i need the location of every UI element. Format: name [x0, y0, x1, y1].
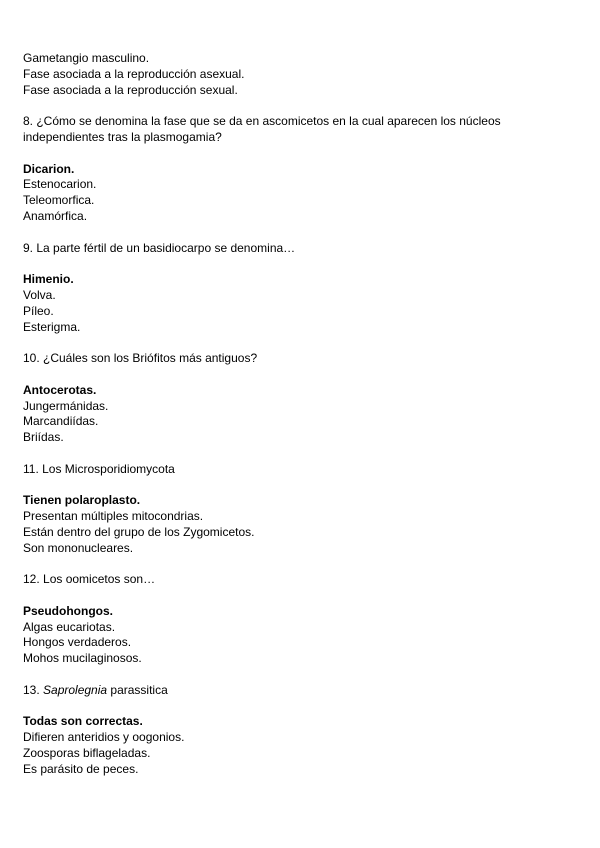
correct-answer: Himenio.	[23, 272, 74, 287]
option-text: Jungermánidas.	[23, 398, 109, 413]
question-number: 13.	[23, 682, 44, 697]
question-block	[23, 241, 568, 336]
correct-answer: Antocerotas.	[23, 382, 97, 397]
option-text: Gametangio masculino.	[23, 51, 150, 65]
species-epithet: parassitica	[107, 682, 168, 697]
correct-answer: Todas son correctas.	[23, 714, 143, 729]
option-text: Marcandiídas.	[23, 414, 99, 429]
option-text: Teleomorfica.	[23, 193, 95, 208]
option-text: Presentan múltiples mitocondrias.	[23, 509, 204, 524]
question-block	[23, 572, 568, 667]
question-text	[23, 683, 568, 699]
option-text: Estenocarion.	[23, 177, 97, 192]
option-text: Hongos verdaderos.	[23, 635, 132, 650]
question-block	[23, 114, 568, 225]
question-text: 12. Los oomicetos son…	[23, 572, 156, 587]
option-text: Están dentro del grupo de los Zygomicetos.	[23, 524, 255, 539]
option-text: Píleo.	[23, 303, 54, 318]
option-list	[23, 51, 568, 98]
question-text: 10. ¿Cuáles son los Briófitos más antiguos?	[23, 351, 258, 366]
correct-answer: Pseudohongos.	[23, 603, 113, 618]
option-text: Briídas.	[23, 430, 64, 445]
question-text: 8. ¿Cómo se denomina la fase que se da en ascomicetos en la cual aparecen los núcleos independientes tras la plasmogamia?	[23, 114, 501, 144]
option-text: Fase asociada a la reproducción asexual.	[23, 66, 245, 81]
document-page	[23, 51, 568, 778]
option-text: Es parásito de peces.	[23, 761, 139, 776]
option-text: Zoosporas biflageladas.	[23, 746, 151, 761]
question-block	[23, 351, 568, 446]
question-block	[23, 462, 568, 557]
option-text: Fase asociada a la reproducción sexual.	[23, 82, 238, 97]
question-block	[23, 683, 568, 778]
option-text: Algas eucariotas.	[23, 619, 116, 634]
option-text: Mohos mucilaginosos.	[23, 651, 142, 666]
correct-answer: Tienen polaroplasto.	[23, 493, 141, 508]
option-text: Esterigma.	[23, 319, 81, 334]
question-text: 9. La parte fértil de un basidiocarpo se denomina…	[23, 240, 296, 255]
option-text: Difieren anteridios y oogonios.	[23, 730, 185, 745]
species-name: Saprolegnia	[43, 682, 108, 697]
question-text: 11. Los Microsporidiomycota	[23, 461, 175, 476]
option-text: Son mononucleares.	[23, 540, 134, 555]
correct-answer: Dicarion.	[23, 161, 75, 176]
option-text: Anamórfica.	[23, 208, 88, 223]
option-text: Volva.	[23, 287, 56, 302]
